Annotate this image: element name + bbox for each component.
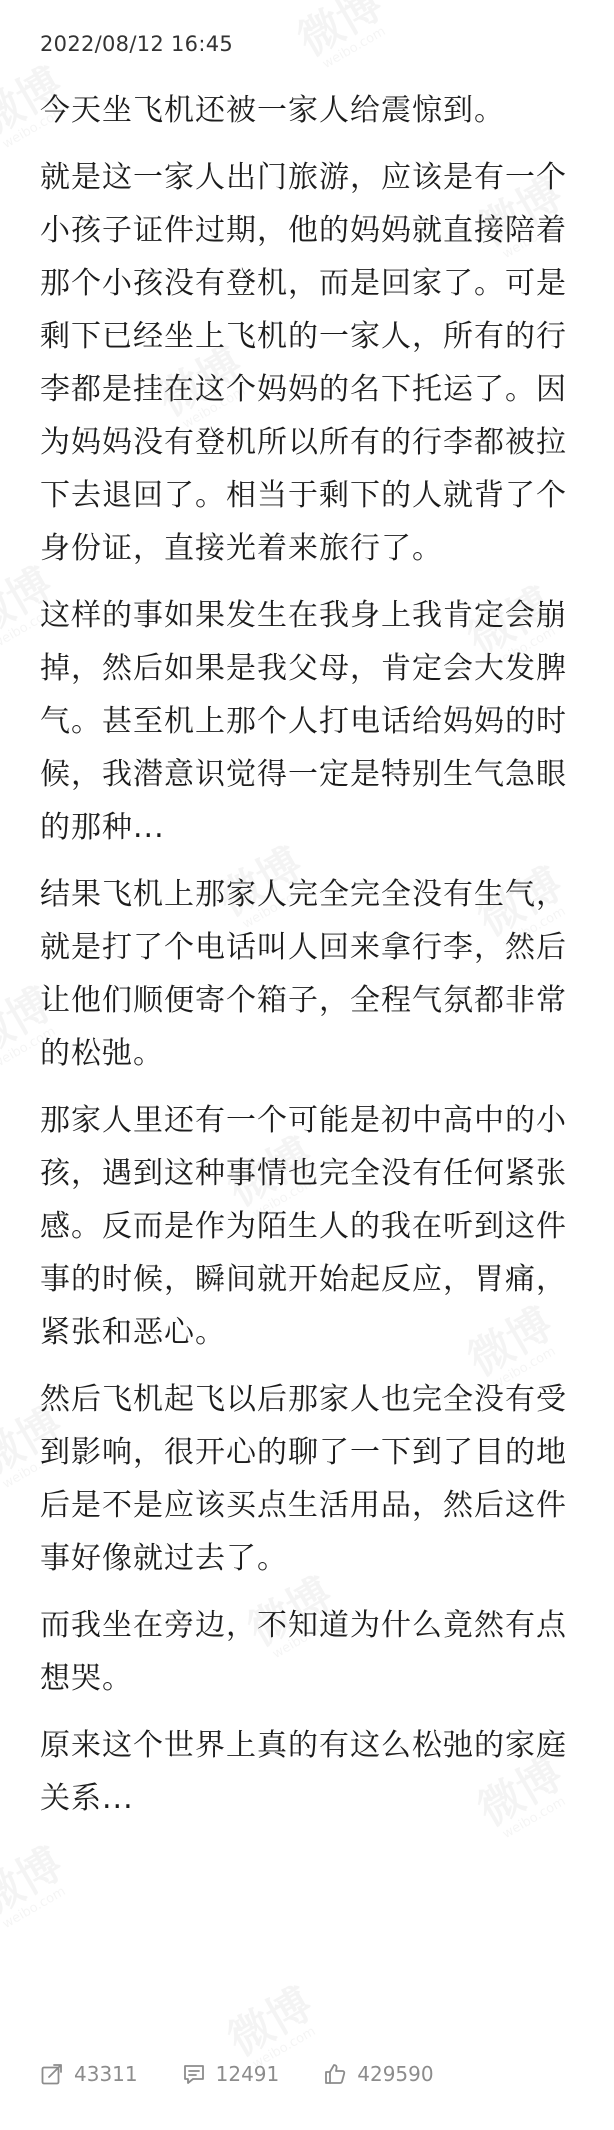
comment-icon xyxy=(182,2062,206,2086)
weibo-watermark xyxy=(0,1842,76,1935)
thumbs-up-icon xyxy=(323,2062,347,2086)
post-timestamp: 2022/08/12 16:45 xyxy=(40,32,234,56)
post-action-bar xyxy=(40,2054,478,2094)
comment-button[interactable] xyxy=(182,2062,280,2086)
post-paragraph: 那家人里还有一个可能是初中高中的小孩，遇到这种事情也完全没有任何紧张感。反而是作为陌生人的我在听到这件事的时候，瞬间就开始起反应，胃痛，紧张和恶心。 xyxy=(40,1103,567,1350)
like-button[interactable] xyxy=(323,2062,433,2086)
weibo-post xyxy=(40,32,580,1839)
share-icon xyxy=(40,2062,64,2086)
post-paragraph: 结果飞机上那家人完全完全没有生气，就是打了个电话叫人回来拿行李，然后让他们顺便寄个箱子，全程气氛都非常的松弛。 xyxy=(40,877,567,1071)
post-paragraph: 今天坐飞机还被一家人给震惊到。 xyxy=(40,93,505,128)
comment-count: 12491 xyxy=(215,2062,280,2086)
like-count: 429590 xyxy=(357,2062,434,2086)
post-paragraph: 这样的事如果发生在我身上我肯定会崩掉，然后如果是我父母，肯定会大发脾气。甚至机上那个人打电话给妈妈的时候，我潜意识觉得一定是特别生气急眼的那种... xyxy=(40,598,567,845)
post-paragraph: 原来这个世界上真的有这么松弛的家庭关系... xyxy=(40,1728,567,1816)
repost-button[interactable] xyxy=(40,2062,138,2086)
repost-count: 43311 xyxy=(74,2062,138,2086)
post-paragraph: 然后飞机起飞以后那家人也完全没有受到影响，很开心的聊了一下到了目的地后是不是应该买点生活用品，然后这件事好像就过去了。 xyxy=(40,1382,567,1576)
post-paragraph: 就是这一家人出门旅游，应该是有一个小孩子证件过期，他的妈妈就直接陪着那个小孩没有登机，而是回家了。可是剩下已经坐上飞机的一家人，所有的行李都是挂在这个妈妈的名下托运了。因为妈妈没有登机所以所有的行李都被拉下去退回了。相当于剩下的人就背了个身份证，直接光着来旅行了。 xyxy=(40,160,567,566)
post-paragraph: 而我坐在旁边，不知道为什么竟然有点想哭。 xyxy=(40,1608,567,1696)
